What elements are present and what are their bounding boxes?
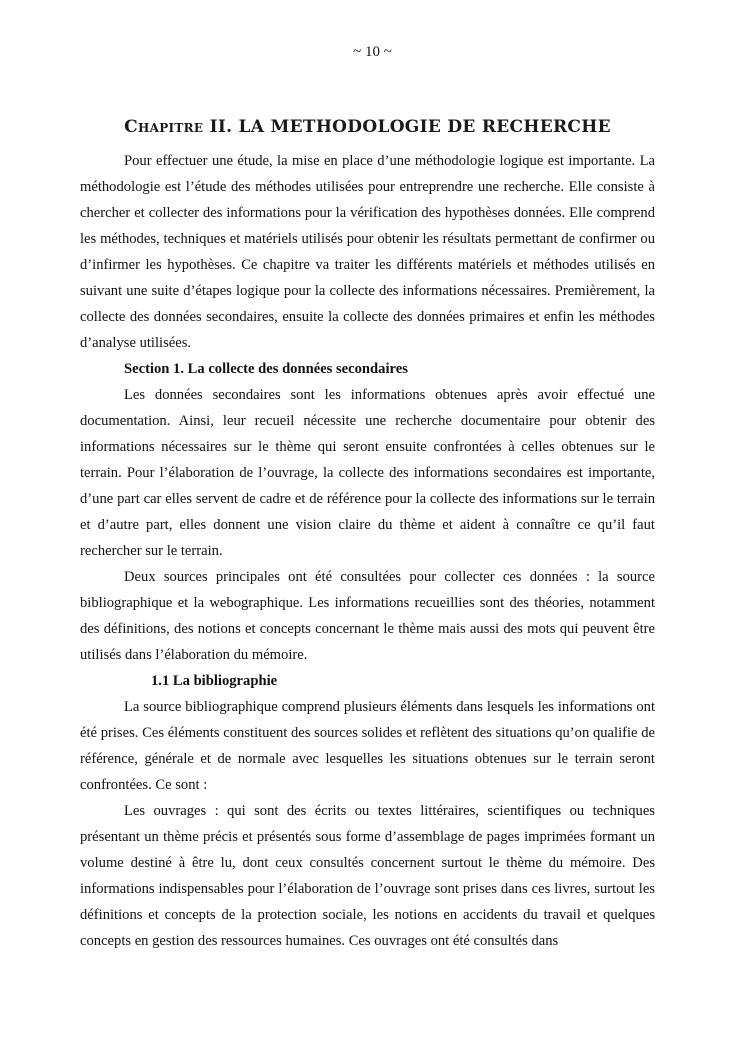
paragraph-intro: Pour effectuer une étude, la mise en place d’une méthodologie logique est importante. La méthodologie est l’étude des méthodes utilisées pour entreprendre une recherche. Elle consiste à chercher et collecter des informations pour la vérification des hypothèses données. Elle comprend les méthodes, techniques et matériels utilisés pour obtenir les résultats permettant de confirmer ou d’infirmer les hypothèses. Ce chapitre va traiter les différents matériels et méthodes utilisés en suivant une suite d’étapes logique pour la collecte des informations nécessaires. Premièrement, la collecte des données secondaires, ensuite la collecte des données primaires et enfin les méthodes d’analyse utilisées. — [80, 153, 655, 351]
body-text — [80, 148, 655, 954]
chapter-title: Chapitre II. LA METHODOLOGIE DE RECHERCHE — [124, 117, 611, 137]
section-heading: Section 1. La collecte des données secondaires — [124, 361, 408, 377]
subsection-heading: 1.1 La bibliographie — [151, 673, 278, 689]
page-number: ~ 10 ~ — [353, 44, 392, 60]
paragraph-bibliography: La source bibliographique comprend plusieurs éléments dans lesquels les informations ont été prises. Ces éléments constituent des sources solides et reflètent des situations qu’on qualifie de référence, générale et de normale avec lesquelles les situations obtenues sur le terrain seront confrontées. Ce sont : — [80, 699, 655, 793]
paragraph-secondary-data: Les données secondaires sont les informations obtenues après avoir effectué une documentation. Ainsi, leur recueil nécessite une recherche documentaire pour obtenir des informations nécessaires sur le thème qui seront ensuite confrontées à celles obtenues sur le terrain. Pour l’élaboration de l’ouvrage, la collecte des informations secondaires est importante, d’une part car elles servent de cadre et de référence pour la collecte des informations sur le terrain et d’autre part, elles donnent une vision claire du thème et aident à connaître ce qu’il faut rechercher sur le terrain. — [80, 387, 655, 559]
paragraph-sources: Deux sources principales ont été consultées pour collecter ces données : la source bibliographique et la webographique. Les informations recueillies sont des théories, notamment des définitions, des notions et concepts concernant le thème mais aussi des mots qui peuvent être utilisés dans l’élaboration du mémoire. — [80, 569, 655, 663]
paragraph-ouvrages: Les ouvrages : qui sont des écrits ou textes littéraires, scientifiques ou techniques présentant un thème précis et présentés sous forme d’assemblage de pages imprimées formant un volume destiné à être lu, dont ceux consultés concernent surtout le thème du mémoire. Des informations indispensables pour l’élaboration de l’ouvrage sont prises dans ces livres, surtout les définitions et concepts de la protection sociale, les notions en accidents du travail et quelques concepts en gestion des ressources humaines. Ces ouvrages ont été consultés dans — [80, 803, 655, 949]
